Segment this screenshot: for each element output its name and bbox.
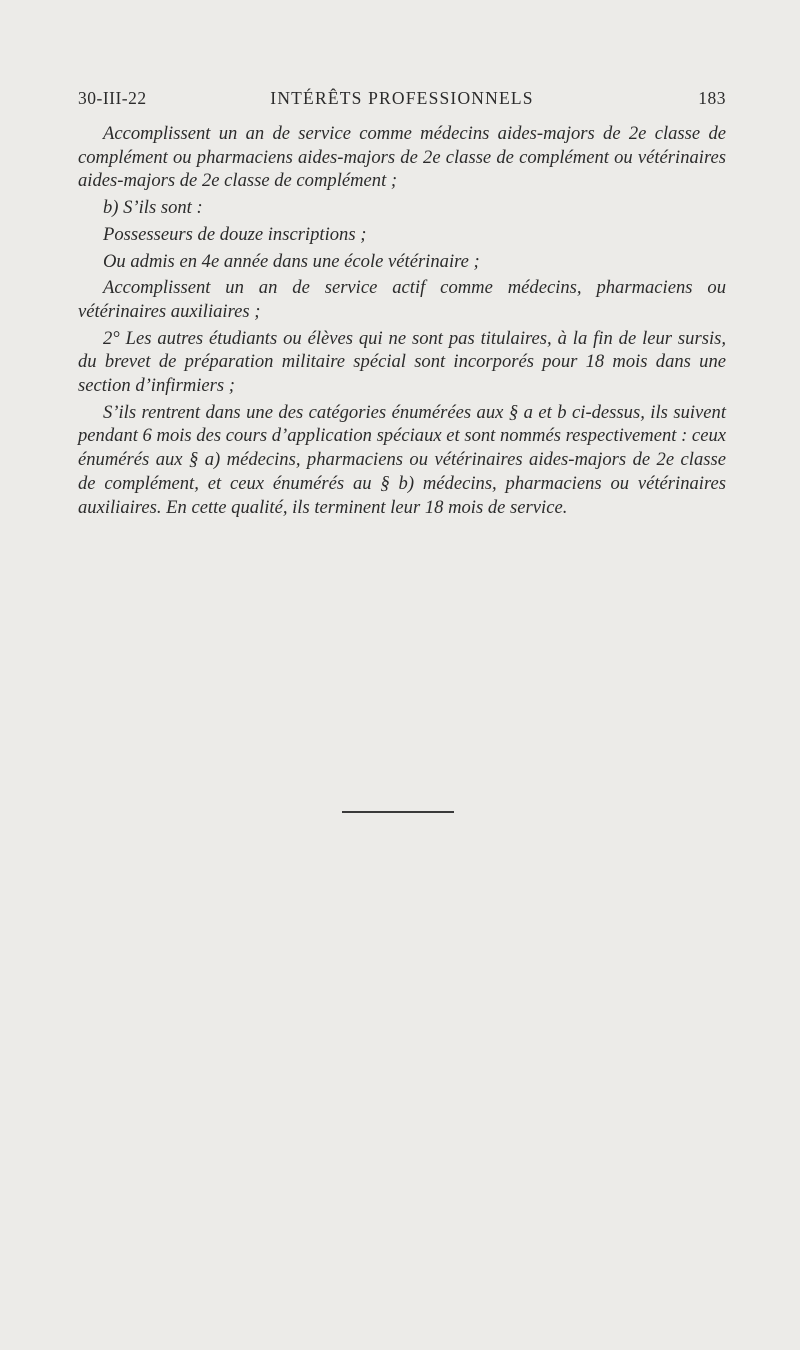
paragraph bbox=[78, 250, 726, 274]
paragraph bbox=[78, 196, 726, 220]
paragraph-text: Possesseurs de douze inscriptions ; bbox=[103, 223, 367, 245]
paragraph-text: Accomplissent un an de service actif comme médecins, pharmaciens ou vétérinaires auxiliaires ; bbox=[78, 277, 726, 322]
header-title: INTÉRÊTS PROFESSIONNELS bbox=[270, 88, 534, 108]
paragraph bbox=[78, 401, 726, 520]
section-divider bbox=[342, 811, 454, 813]
paragraph-text: Accomplissent un an de service comme médecins aides-majors de 2e classe de complément ou pharmaciens aides-majors de 2e classe de complément ou vétérinaires aides-majors de 2e classe de complément ; bbox=[78, 123, 726, 192]
paragraph bbox=[78, 327, 726, 398]
paragraph-text: S’ils rentrent dans une des catégories énumérées aux § a et b ci-dessus, ils suivent pendant 6 mois des cours d’application spéciaux et sont nommés respectivement : ceux énumérés aux § a) médecins, pharmaciens ou vétérinaires aides-majors de 2e classe de complément, et ceux énumérés au § b) médecins, pharmaciens ou vétérinaires auxiliaires. En cette qualité, ils terminent leur 18 mois de service. bbox=[78, 401, 726, 518]
paragraph-text: Ou admis en 4e année dans une école vétérinaire ; bbox=[103, 250, 480, 272]
body-text bbox=[78, 122, 726, 522]
paragraph bbox=[78, 122, 726, 193]
paragraph-text: 2° Les autres étudiants ou élèves qui ne sont pas titulaires, à la fin de leur sursis, du brevet de préparation militaire spécial sont incorporés pour 18 mois dans une section d’infirmiers ; bbox=[78, 327, 726, 397]
paragraph bbox=[78, 223, 726, 247]
running-header bbox=[78, 88, 726, 114]
paragraph-text: b) S’ils sont : bbox=[103, 197, 203, 219]
page-number: 183 bbox=[698, 88, 726, 108]
paragraph bbox=[78, 276, 726, 323]
header-date: 30-III-22 bbox=[78, 88, 147, 108]
